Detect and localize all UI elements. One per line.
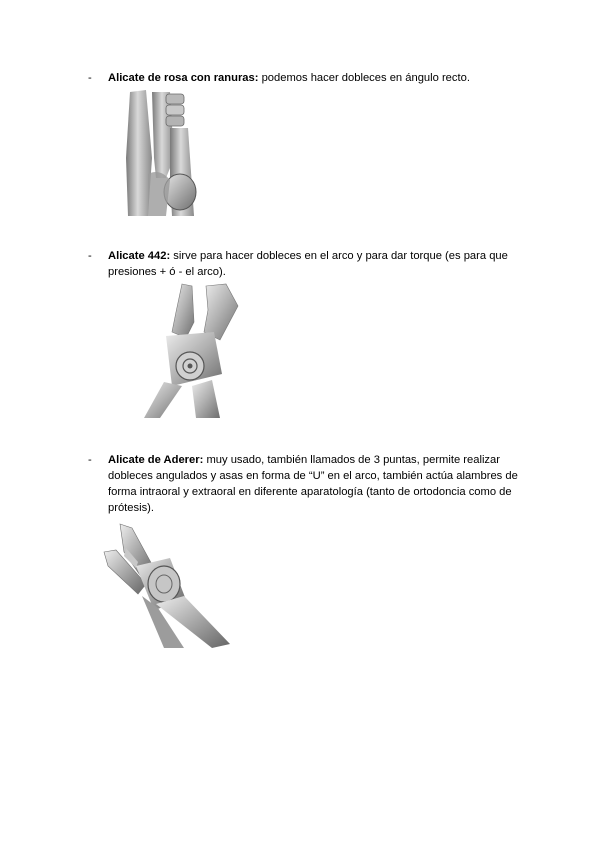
item-title: Alicate de rosa con ranuras:	[108, 72, 259, 84]
item-title: Alicate 442:	[108, 250, 171, 262]
bullet-dash: -	[88, 250, 92, 262]
pliers-icon	[126, 88, 200, 218]
item-description: sirve para hacer dobleces en el arco y para dar torque (es para que presiones + ó - el arco).	[108, 250, 508, 278]
item-text	[108, 452, 528, 516]
item-text	[108, 248, 528, 280]
pliers-icon	[102, 522, 232, 650]
item-text	[108, 70, 528, 86]
bullet-dash: -	[88, 72, 92, 84]
bullet-dash: -	[88, 454, 92, 466]
pliers-icon	[142, 282, 242, 420]
item-title: Alicate de Aderer:	[108, 454, 204, 466]
item-description: podemos hacer dobleces en ángulo recto.	[261, 72, 470, 84]
item-description: muy usado, también llamados de 3 puntas, permite realizar dobleces angulados y asas en forma de “U” en el arco, también actúa alambres de forma intraoral y extraoral en diferente aparatología (tanto de ortodoncia como de prótesis).	[108, 454, 518, 514]
